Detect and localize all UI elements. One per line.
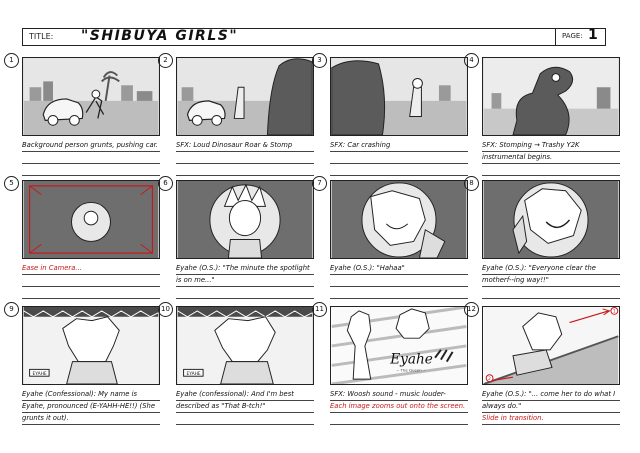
- panel-frame: [176, 57, 314, 136]
- panel-12: [467, 305, 620, 428]
- panel-frame: [482, 180, 620, 259]
- panel-caption: Eyahe (O.S.): "The minute the spotlight is on me...": [176, 264, 310, 284]
- confessional-sketch: [177, 307, 313, 384]
- confessional-sketch: [23, 307, 159, 384]
- panel-number: 9: [4, 302, 19, 317]
- panel-frame: [22, 180, 160, 259]
- panel-frame: [22, 57, 160, 136]
- storyboard-title: "SHIBUYA GIRLS": [81, 28, 239, 44]
- panel-caption: Eyahe (Confessional): My name is Eyahe, pronounced (E-YAHH-HE!!) (She grunts it out).: [22, 390, 156, 422]
- panel-number: 2: [158, 53, 173, 68]
- panel-caption: SFX: Car crashing: [330, 141, 391, 149]
- panel-caption: Eyahe (O.S.): "... come her to do what I always do.": [482, 390, 616, 410]
- panel-note: Slide in transition.: [482, 414, 544, 422]
- panel-3: [317, 56, 468, 179]
- panel-caption: SFX: Loud Dinosaur Roar & Stomp: [176, 141, 293, 149]
- panel-number: 1: [4, 53, 19, 68]
- eyahe-logo: Eyahe: [390, 351, 433, 368]
- panel-frame: [330, 57, 468, 136]
- panel-caption: Eyahe (confessional): And I'm best described as "That B-tch!": [176, 390, 294, 410]
- panel-caption: Eyahe (O.S.): "Hahaa": [330, 264, 405, 272]
- slide-transition-sketch: [483, 307, 619, 384]
- panel-frame: [176, 180, 314, 259]
- spotlight-character-sketch: [177, 181, 313, 258]
- page-box: [555, 29, 606, 45]
- panel-11: [315, 305, 468, 428]
- panel-frame: [482, 57, 620, 136]
- panel-caption: Background person grunts, pushing car.: [22, 141, 158, 149]
- eyahe-logo-subtitle: ~ The Queen ~: [396, 367, 427, 373]
- panel-9: [9, 305, 160, 428]
- dinosaur-leg-sketch: [177, 58, 313, 135]
- panel-number: 5: [4, 176, 19, 191]
- panel-note: Ease in Camera...: [22, 264, 82, 272]
- panel-caption: SFX: Stomping → Trashy Y2K instrumental begins.: [482, 141, 580, 161]
- panel-number: 11: [312, 302, 327, 317]
- panel-frame: [176, 306, 314, 385]
- panel-frame: [482, 306, 620, 385]
- panel-number: 3: [312, 53, 327, 68]
- panel-number: 8: [464, 176, 479, 191]
- panel-caption: SFX: Woosh sound - music louder-: [330, 390, 446, 398]
- panel-frame: [330, 306, 468, 385]
- car-push-sketch: [23, 58, 159, 135]
- panel-note: Each image zooms out onto the screen.: [330, 402, 466, 410]
- panel-number: 12: [464, 302, 479, 317]
- panel-number: 6: [158, 176, 173, 191]
- panel-1: [9, 56, 160, 179]
- panel-8: [469, 179, 620, 302]
- page-label: PAGE:: [562, 32, 583, 40]
- arrow-number-2: 2: [488, 376, 491, 382]
- panel-6: [163, 179, 314, 302]
- panel-frame: [22, 306, 160, 385]
- lower-third-label: EYAHE: [186, 372, 201, 378]
- panel-10: [161, 305, 314, 428]
- spotlight-zoom-sketch: [23, 181, 159, 258]
- car-crash-sketch: [331, 58, 467, 135]
- panel-7: [317, 179, 468, 302]
- panel-4: [469, 56, 620, 179]
- panel-frame: [330, 180, 468, 259]
- laughing-character-sketch: [331, 181, 467, 258]
- panel-number: 7: [312, 176, 327, 191]
- panel-number: 10: [158, 302, 173, 317]
- arrow-number-1: 1: [612, 309, 616, 315]
- panel-2: [163, 56, 314, 179]
- title-label: TITLE:: [29, 32, 54, 41]
- panel-caption: Eyahe (O.S.): "Everyone clear the motherf--ing way!!": [482, 264, 596, 284]
- title-bar: [22, 28, 606, 46]
- page-number: 1: [588, 27, 598, 43]
- shouting-character-sketch: [483, 181, 619, 258]
- dinosaur-head-sketch: [483, 58, 619, 135]
- lower-third-label: EYAHE: [32, 372, 47, 378]
- panel-5: [9, 179, 160, 302]
- panel-number: 4: [464, 53, 479, 68]
- title-card-sketch: [331, 307, 467, 384]
